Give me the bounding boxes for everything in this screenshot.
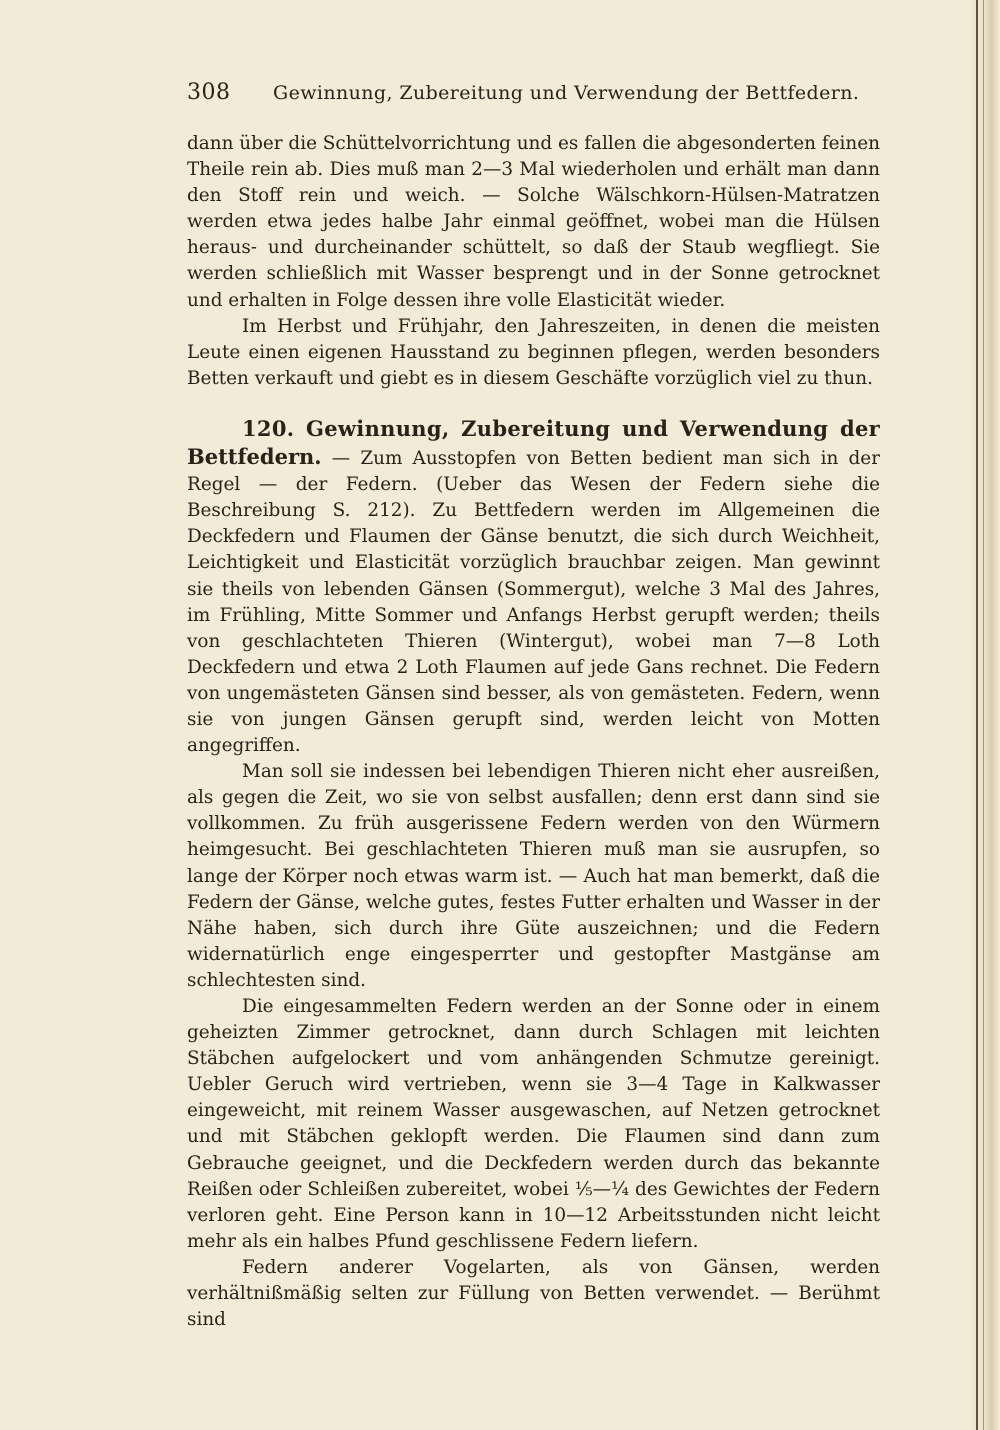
running-title: Gewinnung, Zubereitung und Verwendung der Bettfedern. — [273, 82, 860, 104]
paragraph-continuation: dann über die Schüttelvorrichtung und es fallen die abgesonderten feinen Theile rein ab. Dies muß man 2—3 Mal wiederholen und erhält man dann den Stoff rein und weich. — Solche Wälschkorn-Hülsen-Matratzen werden etwa jedes halbe Jahr einmal geöffnet, wobei man die Hülsen heraus- und durcheinander schüttelt, so daß der Staub wegfliegt. Sie werden schließlich mit Wasser besprengt und in der Sonne getrocknet und erhalten in Folge dessen ihre volle Elasticität wieder. — [187, 133, 880, 311]
section-text: — Zum Ausstopfen von Betten bedient man sich in der Regel — der Federn. (Ueber das Wesen der Federn siehe die Beschreibung S. 212). Zu Bettfedern werden im Allgemeinen die Deckfedern und Flaumen der Gänse benutzt, die sich durch Weichheit, Leichtigkeit und Elasticität vorzüglich brauchbar zeigen. Man gewinnt sie theils von lebenden Gänsen (Sommergut), welche 3 Mal des Jahres, im Frühling, Mitte Sommer und Anfangs Herbst gerupft werden; theils von geschlachteten Thieren (Wintergut), wobei man 7—8 Loth Deckfedern und etwa 2 Loth Flaumen auf jede Gans rechnet. Die Federn von ungemästeten Gänsen sind besser, als von gemästeten. Federn, wenn sie von jungen Gänsen gerupft sind, werden leicht von Motten angegriffen. — [187, 448, 880, 757]
page-number: 308 — [187, 80, 231, 105]
page-header — [187, 80, 880, 110]
section-heading-continuation: Bettfedern. — [187, 444, 322, 470]
paragraph-other-birds: Federn anderer Vogelarten, als von Gänsen, werden verhältnißmäßig selten zur Füllung von Betten verwendet. — Berühmt sind — [187, 1256, 880, 1331]
paragraph-autumn-spring: Im Herbst und Frühjahr, den Jahreszeiten, in denen die meisten Leute einen eigenen Hausstand zu beginnen pflegen, werden besonders Betten verkauft und giebt es in diesem Geschäfte vorzüglich viel zu thun. — [187, 315, 880, 389]
paragraph-plucking: Man soll sie indessen bei lebendigen Thieren nicht eher ausreißen, als gegen die Zeit, wo sie von selbst ausfallen; denn erst dann sind sie vollkommen. Zu früh ausgerissene Federn werden von den Würmern heimgesucht. Bei geschlachteten Thieren muß man sie ausrupfen, so lange der Körper noch etwas warm ist. — Auch hat man bemerkt, daß die Federn der Gänse, welche gutes, festes Futter erhalten und Wasser in der Nähe haben, sich durch ihre Güte auszeichnen; und die Federn widernatürlich enge eingesperrter und gestopfter Mastgänse am schlechtesten sind. — [187, 761, 880, 991]
page-body — [187, 131, 880, 1333]
section-120 — [187, 416, 880, 759]
paragraph-cleaning: Die eingesammelten Federn werden an der Sonne oder in einem geheizten Zimmer getrocknet, dann durch Schlagen mit leichten Stäbchen aufgelockert und vom anhängenden Schmutze gereinigt. Uebler Geruch wird vertrieben, wenn sie 3—4 Tage in Kalkwasser eingeweicht, mit reinem Wasser ausgewaschen, auf Netzen getrocknet und mit Stäbchen geklopft werden. Die Flaumen sind dann zum Gebrauche geeignet, und die Deckfedern werden durch das bekannte Reißen oder Schleißen zubereitet, wobei ⅕—¼ des Gewichtes der Federn verloren geht. Eine Person kann in 10—12 Arbeitsstunden nicht leicht mehr als ein halbes Pfund geschlissene Federn liefern. — [187, 996, 880, 1252]
section-heading: 120. Gewinnung, Zubereitung und Verwendung der — [242, 415, 880, 441]
binding-line — [976, 0, 978, 1430]
binding-line-thin — [983, 0, 984, 1430]
